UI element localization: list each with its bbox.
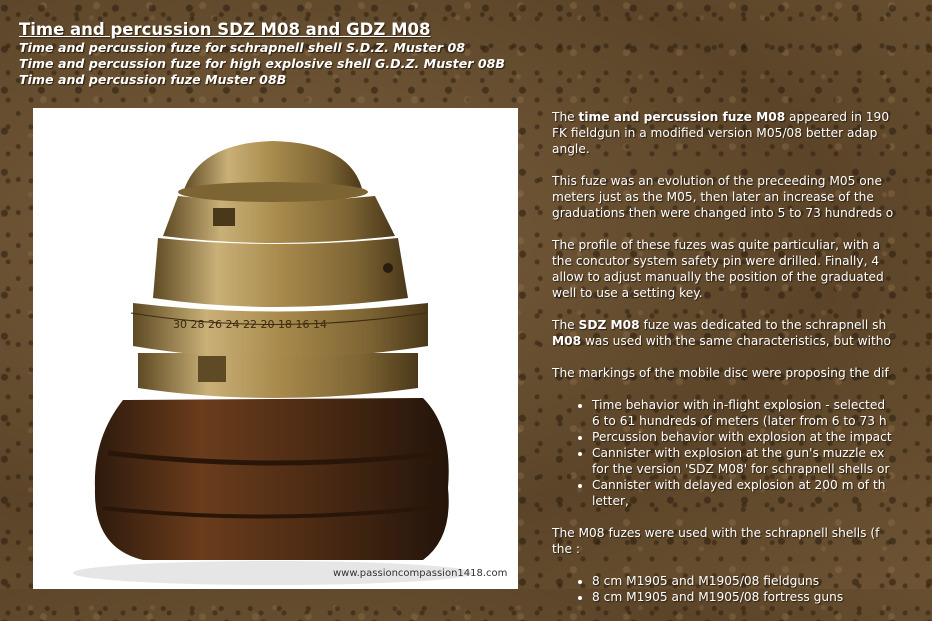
text-line: the : xyxy=(552,542,580,556)
page-header xyxy=(19,20,505,88)
text-line: The profile of these fuzes was quite particuliar, with a xyxy=(552,238,881,252)
highlight-fuze-m08: time and percussion fuze M08 xyxy=(578,110,786,124)
text-run: was used with the same characteristics, but witho xyxy=(581,334,891,348)
paragraph-sdz xyxy=(552,317,932,349)
page-title[interactable]: Time and percussion SDZ M08 and GDZ M08 xyxy=(19,20,431,39)
text-line: for the version 'SDZ M08' for schrapnell shells or xyxy=(592,462,890,476)
text-line: allow to adjust manually the position of the graduated xyxy=(552,270,884,284)
text-line: meters just as the M05, then later an increase of the xyxy=(552,190,874,204)
behaviour-list xyxy=(552,397,932,509)
paragraph-usage xyxy=(552,525,932,557)
subtitle-schrapnell: Time and percussion fuze for schrapnell shell S.D.Z. Muster 08 xyxy=(19,40,466,55)
paragraph-markings xyxy=(552,365,932,381)
text-line: This fuze was an evolution of the preceeding M05 one xyxy=(552,174,882,188)
text-line: The M08 fuzes were used with the schrapnell shells (f xyxy=(552,526,880,540)
article-viewport xyxy=(552,100,911,604)
text-line: The markings of the mobile disc were proposing the dif xyxy=(552,366,889,380)
article-body xyxy=(552,109,932,621)
subtitle-fuze-08b: Time and percussion fuze Muster 08B xyxy=(19,72,287,87)
list-item: • 8 cm M1905 and M1905/08 fortress guns xyxy=(592,589,932,605)
paragraph-evolution xyxy=(552,173,932,221)
text-line: angle. xyxy=(552,142,590,156)
fuze-photo xyxy=(33,108,518,589)
list-item xyxy=(592,445,932,477)
list-item xyxy=(592,429,932,445)
text-line: Percussion behavior with explosion at the impact xyxy=(592,430,892,444)
text-line: FK fieldgun in a modified version M05/08 better adap xyxy=(552,126,878,140)
text-line: the concutor system safety pin were drilled. Finally, 4 xyxy=(552,254,880,268)
fuze-illustration xyxy=(33,108,518,589)
text-run: appeared in 190 xyxy=(785,110,890,124)
list-item xyxy=(592,477,932,509)
text-line: Time behavior with in-flight explosion - selected xyxy=(592,398,886,412)
list-item xyxy=(592,397,932,429)
photo-credit: www.passioncompassion1418.com xyxy=(333,568,508,579)
paragraph-profile xyxy=(552,237,932,301)
text-run: fuze was dedicated to the schrapnell sh xyxy=(639,318,887,332)
text-run: The xyxy=(552,110,579,124)
paragraph-intro xyxy=(552,109,932,157)
list-item: • 8 cm M1905 and M1905/08 fieldguns xyxy=(592,573,932,589)
text-line: graduations then were changed into 5 to 73 hundreds o xyxy=(552,206,894,220)
highlight-m08: M08 xyxy=(552,334,582,348)
text-line: Cannister with delayed explosion at 200 m of th xyxy=(592,478,886,492)
text-line: well to use a setting key. xyxy=(552,286,703,300)
time-scale-markings: 30 28 26 24 22 20 18 16 14 xyxy=(173,318,327,331)
gun-list xyxy=(552,573,932,605)
text-line: Cannister with explosion at the gun's muzzle ex xyxy=(592,446,885,460)
text-line: letter, xyxy=(592,494,629,508)
text-line: 6 to 61 hundreds of meters (later from 6 to 73 h xyxy=(592,414,887,428)
highlight-sdz-m08: SDZ M08 xyxy=(578,318,640,332)
text-run: The xyxy=(552,318,579,332)
subtitle-high-explosive: Time and percussion fuze for high explosive shell G.D.Z. Muster 08B xyxy=(19,56,505,71)
